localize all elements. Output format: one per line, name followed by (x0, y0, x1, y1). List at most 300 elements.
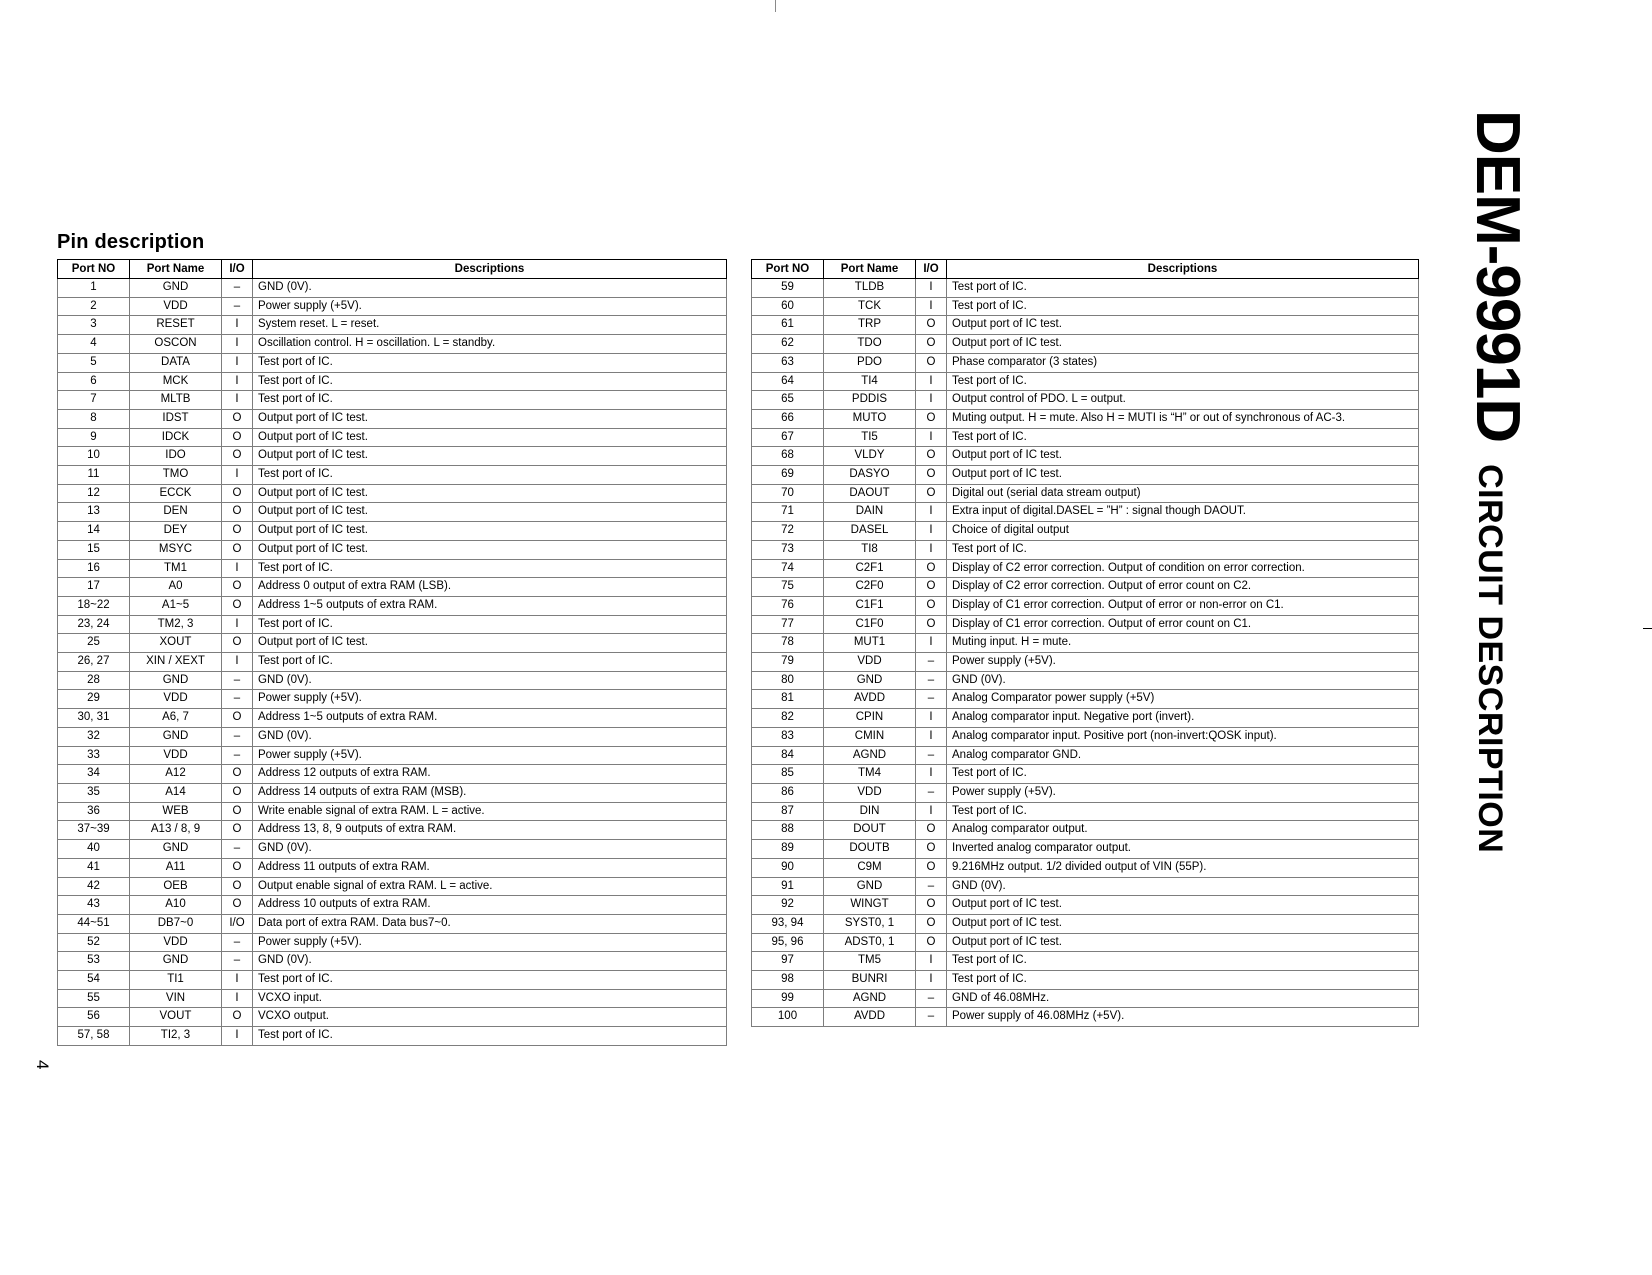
cell-io: – (222, 727, 253, 746)
cell-port-no: 14 (58, 522, 130, 541)
cell-port-name: VDD (130, 746, 222, 765)
table-row (752, 634, 1419, 653)
table-header-row (752, 260, 1419, 279)
cell-description: Inverted analog comparator output. (947, 840, 1419, 859)
table-row (58, 466, 727, 485)
cell-description: VCXO output. (253, 1008, 727, 1027)
cell-port-no: 13 (58, 503, 130, 522)
cell-description: Output port of IC test. (253, 484, 727, 503)
cell-io: – (916, 989, 947, 1008)
cell-port-name: ECCK (130, 484, 222, 503)
table-row (58, 1027, 727, 1046)
cell-description: 9.216MHz output. 1/2 divided output of VIN (55P). (947, 858, 1419, 877)
table-row (58, 690, 727, 709)
cell-io: – (222, 933, 253, 952)
cell-port-name: A0 (130, 578, 222, 597)
cell-port-name: GND (824, 877, 916, 896)
cell-port-name: AVDD (824, 1008, 916, 1027)
cell-port-name: TI4 (824, 372, 916, 391)
table-row (58, 671, 727, 690)
cell-description: Analog comparator GND. (947, 746, 1419, 765)
cell-port-name: TMO (130, 466, 222, 485)
cell-port-name: A12 (130, 765, 222, 784)
cell-io: I (222, 989, 253, 1008)
cell-description: Output port of IC test. (253, 503, 727, 522)
cell-io: O (222, 634, 253, 653)
table-row (58, 914, 727, 933)
cell-io: – (916, 690, 947, 709)
cell-port-name: PDO (824, 353, 916, 372)
cell-port-name: VDD (130, 297, 222, 316)
cell-port-no: 18~22 (58, 596, 130, 615)
cell-port-name: WINGT (824, 896, 916, 915)
cell-io: O (916, 484, 947, 503)
cell-port-name: TI1 (130, 971, 222, 990)
cell-description: VCXO input. (253, 989, 727, 1008)
cell-io: – (222, 297, 253, 316)
cell-port-name: A1~5 (130, 596, 222, 615)
cell-port-name: A11 (130, 858, 222, 877)
table-row (58, 503, 727, 522)
cell-io: I (916, 952, 947, 971)
cell-description: Output port of IC test. (947, 914, 1419, 933)
column-header-descriptions: Descriptions (253, 260, 727, 279)
table-row (58, 896, 727, 915)
table-row (58, 297, 727, 316)
table-row (58, 840, 727, 859)
cell-port-no: 82 (752, 709, 824, 728)
cell-port-name: DEY (130, 522, 222, 541)
cell-io: O (222, 503, 253, 522)
cell-description: Power supply (+5V). (253, 297, 727, 316)
cell-description: Test port of IC. (947, 540, 1419, 559)
cell-port-no: 79 (752, 653, 824, 672)
cell-port-no: 37~39 (58, 821, 130, 840)
cell-description: GND (0V). (253, 671, 727, 690)
cell-io: – (222, 671, 253, 690)
cell-description: Output port of IC test. (253, 447, 727, 466)
table-row (58, 391, 727, 410)
cell-port-no: 61 (752, 316, 824, 335)
edge-crop-mark (1643, 628, 1652, 629)
cell-description: Address 0 output of extra RAM (LSB). (253, 578, 727, 597)
cell-description: Choice of digital output (947, 522, 1419, 541)
table-row (58, 709, 727, 728)
cell-io: I (222, 372, 253, 391)
cell-port-name: DASYO (824, 466, 916, 485)
cell-io: O (222, 409, 253, 428)
table-row (752, 877, 1419, 896)
cell-port-no: 95, 96 (752, 933, 824, 952)
cell-port-name: VDD (130, 690, 222, 709)
cell-io: I (222, 316, 253, 335)
column-header-port-name: Port Name (130, 260, 222, 279)
cell-port-no: 43 (58, 896, 130, 915)
cell-port-name: MUTO (824, 409, 916, 428)
cell-port-name: TM2, 3 (130, 615, 222, 634)
cell-port-no: 1 (58, 279, 130, 298)
cell-description: Output port of IC test. (947, 933, 1419, 952)
cell-description: Digital out (serial data stream output) (947, 484, 1419, 503)
cell-io: I (222, 391, 253, 410)
cell-port-name: GND (130, 671, 222, 690)
table-row (752, 914, 1419, 933)
table-row (752, 335, 1419, 354)
cell-description: Address 11 outputs of extra RAM. (253, 858, 727, 877)
cell-io: – (222, 840, 253, 859)
cell-io: I (222, 335, 253, 354)
cell-description: Address 1~5 outputs of extra RAM. (253, 596, 727, 615)
cell-port-name: AVDD (824, 690, 916, 709)
cell-port-no: 67 (752, 428, 824, 447)
cell-port-no: 42 (58, 877, 130, 896)
cell-io: O (222, 447, 253, 466)
cell-port-name: RESET (130, 316, 222, 335)
cell-description: Output port of IC test. (947, 447, 1419, 466)
page-spine (1463, 110, 1646, 890)
table-row (58, 877, 727, 896)
table-row (752, 821, 1419, 840)
cell-io: I (916, 727, 947, 746)
pin-description-table-left (57, 259, 727, 1046)
cell-port-no: 12 (58, 484, 130, 503)
cell-port-name: DOUTB (824, 840, 916, 859)
cell-port-no: 64 (752, 372, 824, 391)
table-row (752, 765, 1419, 784)
table-row (752, 933, 1419, 952)
cell-port-no: 11 (58, 466, 130, 485)
cell-io: O (222, 896, 253, 915)
cell-io: I (916, 391, 947, 410)
cell-description: Test port of IC. (947, 952, 1419, 971)
cell-port-no: 17 (58, 578, 130, 597)
cell-io: I (916, 971, 947, 990)
cell-io: I/O (222, 914, 253, 933)
cell-port-no: 28 (58, 671, 130, 690)
cell-port-no: 52 (58, 933, 130, 952)
cell-io: I (916, 297, 947, 316)
cell-port-name: OSCON (130, 335, 222, 354)
cell-io: O (916, 409, 947, 428)
table-row (58, 765, 727, 784)
cell-description: Output port of IC test. (253, 409, 727, 428)
cell-description: Display of C2 error correction. Output of error count on C2. (947, 578, 1419, 597)
cell-io: O (222, 821, 253, 840)
cell-port-no: 59 (752, 279, 824, 298)
cell-port-name: MLTB (130, 391, 222, 410)
cell-description: GND (0V). (253, 952, 727, 971)
cell-io: I (916, 709, 947, 728)
table-row (752, 596, 1419, 615)
cell-port-no: 89 (752, 840, 824, 859)
cell-io: O (222, 428, 253, 447)
cell-port-no: 62 (752, 335, 824, 354)
cell-description: Write enable signal of extra RAM. L = active. (253, 802, 727, 821)
cell-description: Test port of IC. (253, 391, 727, 410)
cell-description: Power supply (+5V). (947, 653, 1419, 672)
table-row (752, 989, 1419, 1008)
table-row (752, 1008, 1419, 1027)
table-row (58, 858, 727, 877)
table-row (752, 484, 1419, 503)
cell-port-no: 41 (58, 858, 130, 877)
cell-port-no: 71 (752, 503, 824, 522)
column-header-io: I/O (916, 260, 947, 279)
cell-port-no: 56 (58, 1008, 130, 1027)
cell-io: – (916, 877, 947, 896)
cell-port-name: AGND (824, 989, 916, 1008)
cell-port-no: 72 (752, 522, 824, 541)
cell-description: Output port of IC test. (947, 896, 1419, 915)
cell-io: O (222, 540, 253, 559)
cell-port-no: 30, 31 (58, 709, 130, 728)
table-row (58, 615, 727, 634)
cell-description: Test port of IC. (947, 971, 1419, 990)
cell-port-name: TM5 (824, 952, 916, 971)
cell-port-name: VOUT (130, 1008, 222, 1027)
cell-port-no: 26, 27 (58, 653, 130, 672)
cell-port-name: MUT1 (824, 634, 916, 653)
model-number: DEM-9991D (1463, 110, 1532, 443)
table-row (752, 540, 1419, 559)
cell-description: Output port of IC test. (253, 634, 727, 653)
table-row (752, 559, 1419, 578)
cell-port-name: DB7~0 (130, 914, 222, 933)
cell-description: Output port of IC test. (947, 335, 1419, 354)
cell-io: I (916, 428, 947, 447)
cell-port-no: 2 (58, 297, 130, 316)
table-row (752, 316, 1419, 335)
cell-port-no: 55 (58, 989, 130, 1008)
cell-io: O (916, 821, 947, 840)
cell-port-no: 53 (58, 952, 130, 971)
cell-port-no: 86 (752, 783, 824, 802)
cell-io: O (222, 858, 253, 877)
table-row (752, 971, 1419, 990)
cell-description: Display of C2 error correction. Output of condition on error correction. (947, 559, 1419, 578)
table-row (58, 372, 727, 391)
cell-description: Analog Comparator power supply (+5V) (947, 690, 1419, 709)
cell-description: GND (0V). (253, 840, 727, 859)
cell-io: O (222, 765, 253, 784)
cell-port-name: A6, 7 (130, 709, 222, 728)
table-row (752, 297, 1419, 316)
cell-port-no: 44~51 (58, 914, 130, 933)
cell-port-name: MSYC (130, 540, 222, 559)
table-row (58, 952, 727, 971)
cell-port-no: 63 (752, 353, 824, 372)
cell-io: O (916, 858, 947, 877)
cell-io: O (916, 596, 947, 615)
table-row (58, 335, 727, 354)
cell-port-no: 100 (752, 1008, 824, 1027)
cell-port-no: 93, 94 (752, 914, 824, 933)
table-body-right (752, 279, 1419, 1027)
table-row (58, 1008, 727, 1027)
table-row (58, 578, 727, 597)
cell-io: I (916, 522, 947, 541)
cell-port-no: 76 (752, 596, 824, 615)
cell-description: Muting input. H = mute. (947, 634, 1419, 653)
cell-description: Power supply (+5V). (253, 933, 727, 952)
cell-io: – (916, 1008, 947, 1027)
cell-io: O (916, 578, 947, 597)
cell-description: Analog comparator input. Negative port (invert). (947, 709, 1419, 728)
table-row (58, 316, 727, 335)
cell-description: Data port of extra RAM. Data bus7~0. (253, 914, 727, 933)
cell-port-no: 16 (58, 559, 130, 578)
cell-io: – (916, 671, 947, 690)
cell-description: Test port of IC. (253, 615, 727, 634)
cell-description: Extra input of digital.DASEL = ”H” : signal though DAOUT. (947, 503, 1419, 522)
cell-port-name: TCK (824, 297, 916, 316)
cell-port-name: CPIN (824, 709, 916, 728)
cell-io: I (222, 353, 253, 372)
cell-io: O (916, 335, 947, 354)
table-row (752, 727, 1419, 746)
cell-port-name: IDST (130, 409, 222, 428)
cell-port-name: OEB (130, 877, 222, 896)
cell-port-no: 69 (752, 466, 824, 485)
cell-io: O (916, 316, 947, 335)
cell-port-no: 10 (58, 447, 130, 466)
cell-port-no: 88 (752, 821, 824, 840)
cell-port-name: DAIN (824, 503, 916, 522)
table-row (752, 952, 1419, 971)
cell-description: Output port of IC test. (947, 466, 1419, 485)
table-row (58, 353, 727, 372)
cell-port-no: 57, 58 (58, 1027, 130, 1046)
cell-port-no: 40 (58, 840, 130, 859)
table-header-row (58, 260, 727, 279)
table-row (58, 653, 727, 672)
cell-port-name: VDD (130, 933, 222, 952)
cell-description: Test port of IC. (253, 653, 727, 672)
cell-port-name: TI5 (824, 428, 916, 447)
cell-description: Test port of IC. (947, 428, 1419, 447)
cell-io: O (916, 914, 947, 933)
cell-port-name: TM4 (824, 765, 916, 784)
cell-port-name: ADST0, 1 (824, 933, 916, 952)
cell-port-no: 34 (58, 765, 130, 784)
cell-port-name: VDD (824, 783, 916, 802)
cell-description: GND (0V). (253, 727, 727, 746)
cell-port-no: 68 (752, 447, 824, 466)
cell-port-name: MCK (130, 372, 222, 391)
cell-io: – (916, 653, 947, 672)
cell-description: Test port of IC. (947, 802, 1419, 821)
table-row (58, 540, 727, 559)
table-row (752, 709, 1419, 728)
table-row (58, 821, 727, 840)
cell-io: O (916, 559, 947, 578)
page-number: 4 (33, 1060, 52, 1070)
cell-io: – (916, 783, 947, 802)
cell-port-no: 81 (752, 690, 824, 709)
cell-port-name: DASEL (824, 522, 916, 541)
cell-description: Test port of IC. (253, 372, 727, 391)
cell-port-no: 54 (58, 971, 130, 990)
cell-description: Output port of IC test. (253, 428, 727, 447)
cell-port-name: C9M (824, 858, 916, 877)
cell-port-no: 60 (752, 297, 824, 316)
cell-port-name: BUNRI (824, 971, 916, 990)
cell-port-name: C1F1 (824, 596, 916, 615)
cell-port-name: TM1 (130, 559, 222, 578)
cell-port-name: WEB (130, 802, 222, 821)
cell-port-no: 85 (752, 765, 824, 784)
cell-io: I (916, 372, 947, 391)
cell-description: Address 1~5 outputs of extra RAM. (253, 709, 727, 728)
cell-port-name: PDDIS (824, 391, 916, 410)
cell-io: I (222, 466, 253, 485)
cell-description: Output port of IC test. (947, 316, 1419, 335)
column-header-descriptions: Descriptions (947, 260, 1419, 279)
table-row (752, 653, 1419, 672)
cell-description: Output enable signal of extra RAM. L = active. (253, 877, 727, 896)
cell-port-no: 4 (58, 335, 130, 354)
cell-io: I (222, 653, 253, 672)
table-row (58, 428, 727, 447)
table-row (58, 727, 727, 746)
cell-port-no: 70 (752, 484, 824, 503)
cell-description: Test port of IC. (253, 1027, 727, 1046)
cell-port-name: TDO (824, 335, 916, 354)
cell-port-name: VIN (130, 989, 222, 1008)
table-row (752, 690, 1419, 709)
table-row (752, 783, 1419, 802)
cell-io: I (222, 615, 253, 634)
cell-description: Test port of IC. (947, 765, 1419, 784)
cell-port-name: SYST0, 1 (824, 914, 916, 933)
page-title: Pin description (57, 231, 205, 253)
cell-description: GND (0V). (947, 877, 1419, 896)
cell-port-no: 74 (752, 559, 824, 578)
cell-description: Phase comparator (3 states) (947, 353, 1419, 372)
table-row (752, 615, 1419, 634)
table-row (58, 933, 727, 952)
table-row (58, 279, 727, 298)
table-row (752, 503, 1419, 522)
cell-port-no: 87 (752, 802, 824, 821)
cell-port-name: DAOUT (824, 484, 916, 503)
cell-io: – (222, 952, 253, 971)
cell-port-name: TI8 (824, 540, 916, 559)
table-row (58, 596, 727, 615)
cell-io: O (222, 484, 253, 503)
cell-description: Output control of PDO. L = output. (947, 391, 1419, 410)
column-header-port-no: Port NO (58, 260, 130, 279)
table-row (58, 634, 727, 653)
cell-description: Analog comparator input. Positive port (non-invert:QOSK input). (947, 727, 1419, 746)
cell-port-name: TI2, 3 (130, 1027, 222, 1046)
cell-description: Analog comparator output. (947, 821, 1419, 840)
cell-port-no: 83 (752, 727, 824, 746)
cell-description: Address 10 outputs of extra RAM. (253, 896, 727, 915)
column-header-port-name: Port Name (824, 260, 916, 279)
cell-description: Power supply of 46.08MHz (+5V). (947, 1008, 1419, 1027)
cell-io: I (916, 765, 947, 784)
cell-description: Power supply (+5V). (253, 690, 727, 709)
cell-io: O (222, 709, 253, 728)
cell-port-no: 78 (752, 634, 824, 653)
table-row (58, 746, 727, 765)
cell-port-no: 97 (752, 952, 824, 971)
cell-io: O (222, 802, 253, 821)
cell-io: O (916, 615, 947, 634)
cell-port-no: 32 (58, 727, 130, 746)
table-row (58, 989, 727, 1008)
